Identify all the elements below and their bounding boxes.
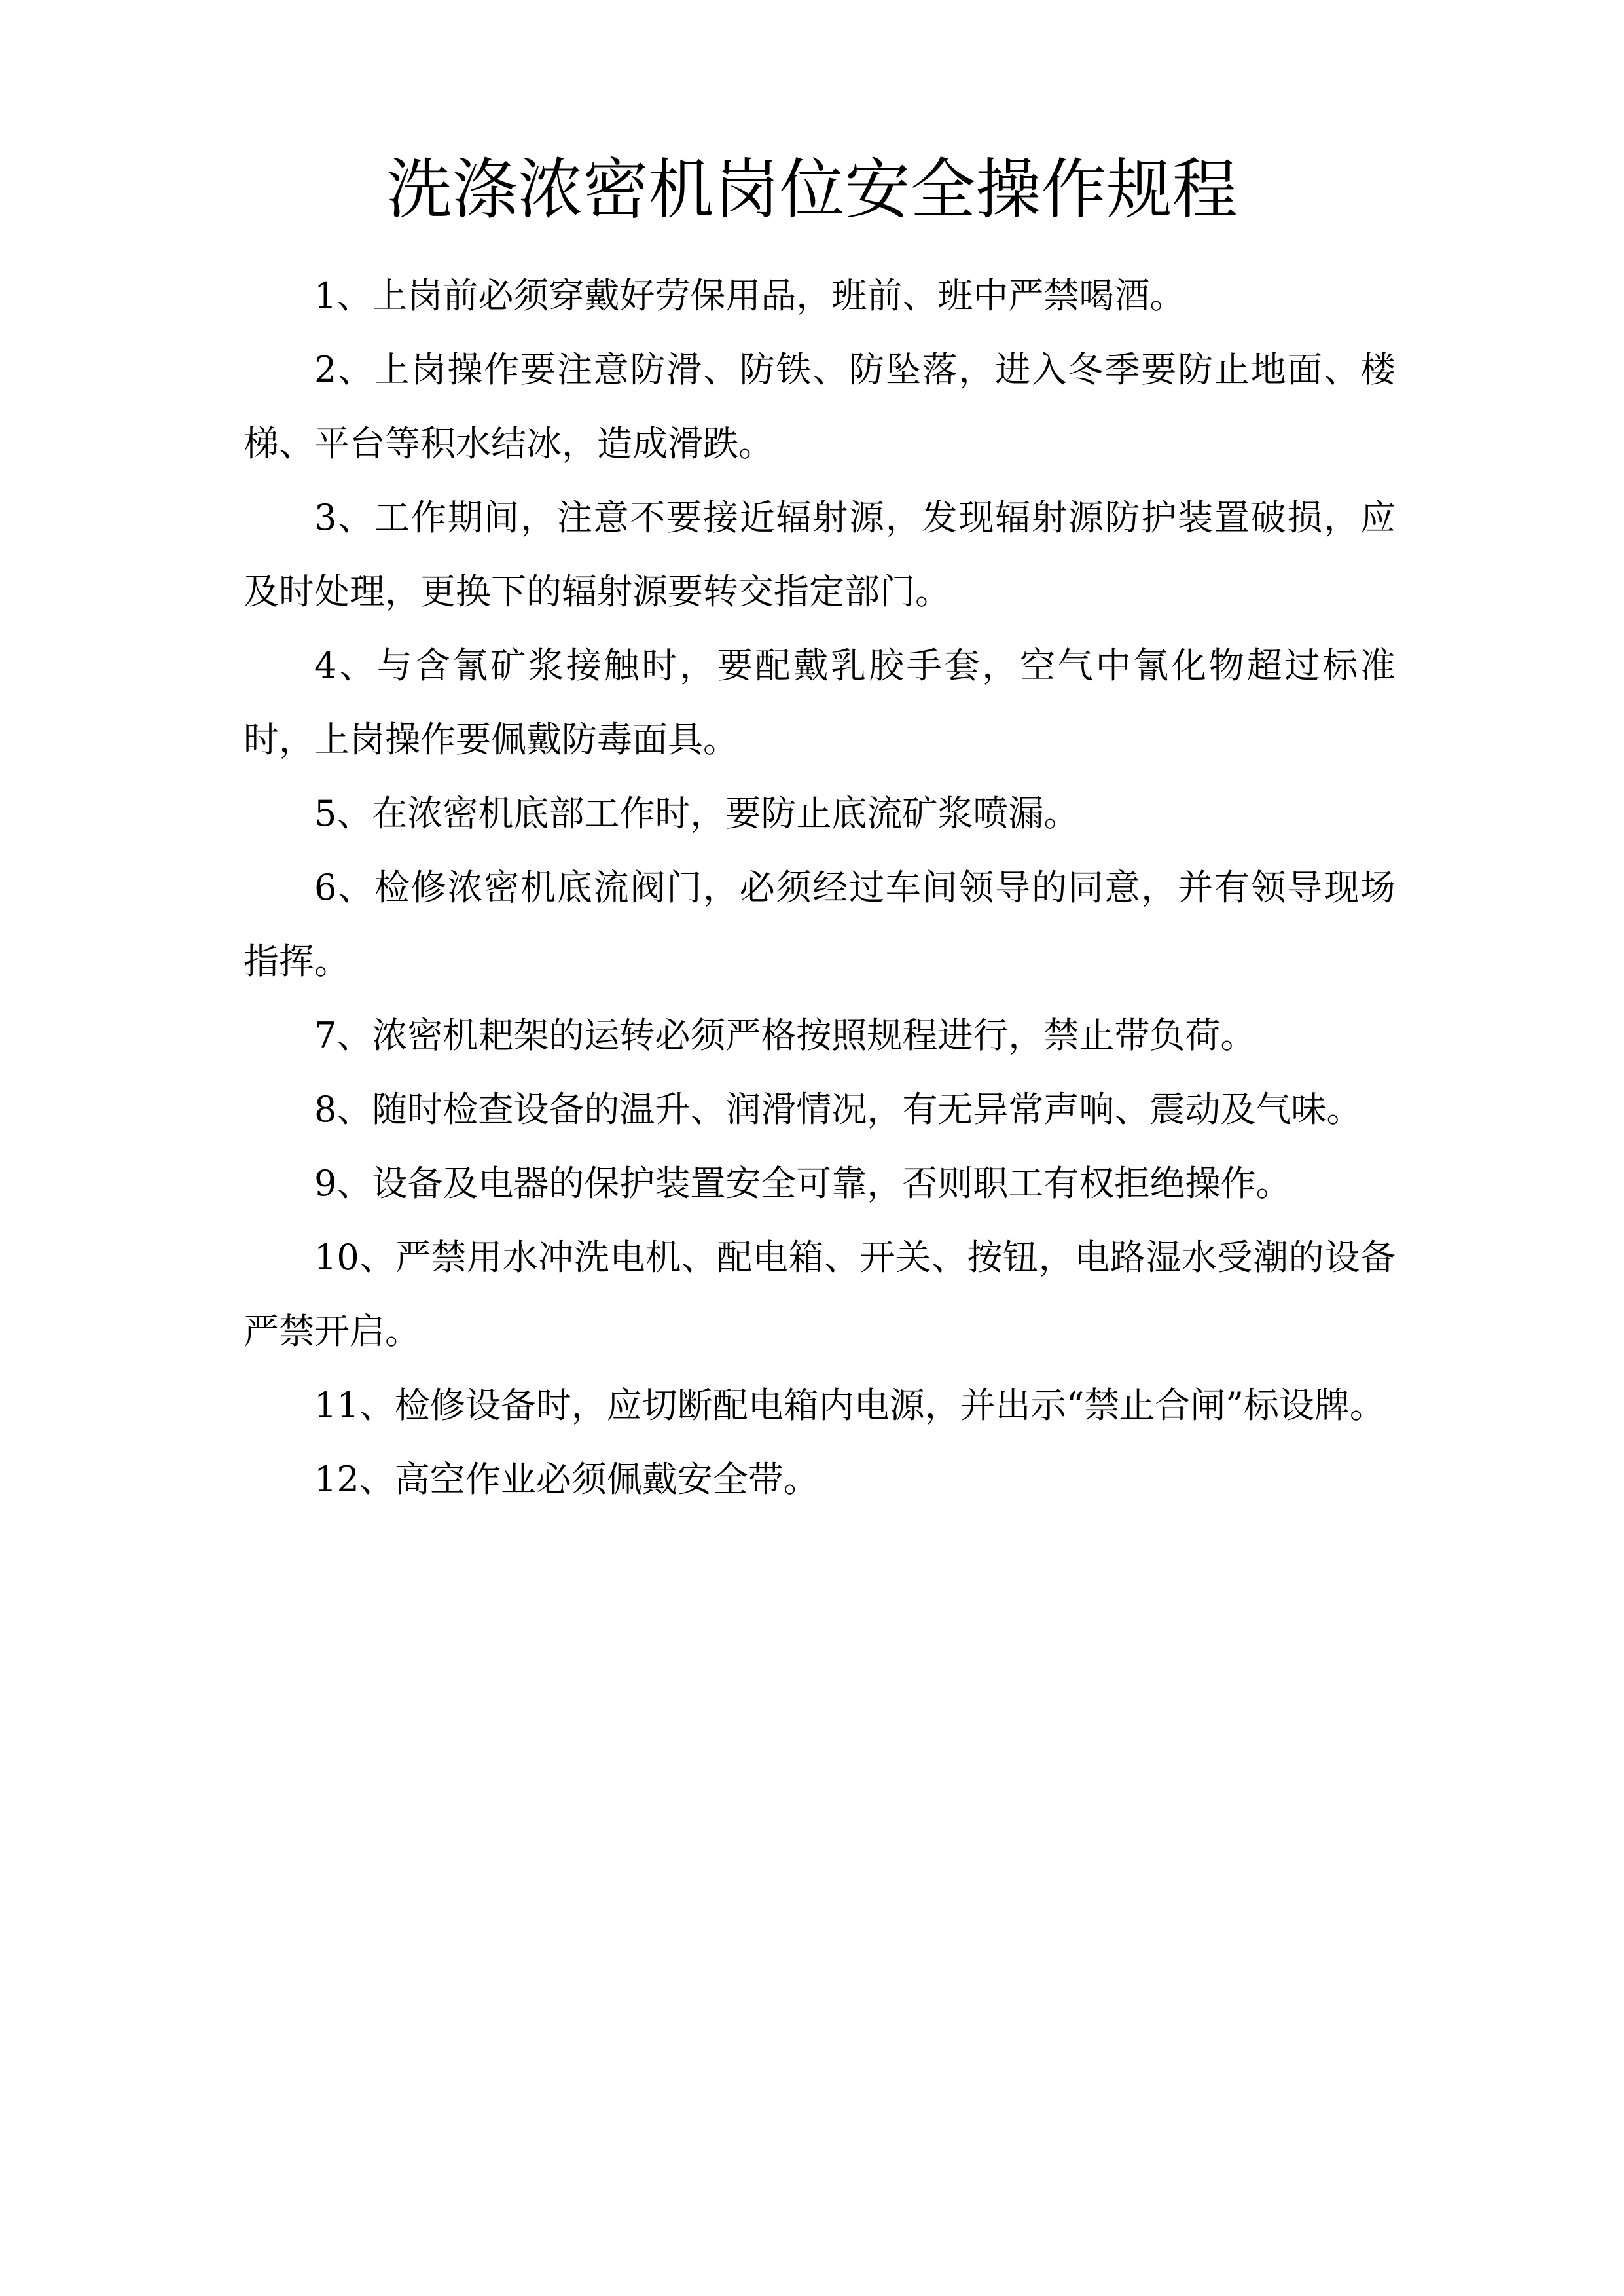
rule-paragraph-4: 4、与含氰矿浆接触时，要配戴乳胶手套，空气中氰化物超过标准时，上岗操作要佩戴防毒面具。 xyxy=(244,645,1396,760)
document-title: 洗涤浓密机岗位安全操作规程 xyxy=(386,151,1238,228)
rule-paragraph-6: 6、检修浓密机底流阀门，必须经过车间领导的同意，并有领导现场指挥。 xyxy=(244,867,1396,982)
rule-paragraph-3: 3、工作期间，注意不要接近辐射源，发现辐射源防护装置破损，应及时处理，更换下的辐射源要转交指定部门。 xyxy=(244,497,1396,612)
rule-paragraph-10: 10、严禁用水冲洗电机、配电箱、开关、按钮，电路湿水受潮的设备严禁开启。 xyxy=(244,1237,1396,1352)
rule-paragraph-8: 8、随时检查设备的温升、润滑情况，有无异常声响、震动及气味。 xyxy=(314,1089,1362,1130)
rule-paragraph-9: 9、设备及电器的保护装置安全可靠，否则职工有权拒绝操作。 xyxy=(314,1163,1291,1204)
document-body xyxy=(244,259,1396,1516)
rule-paragraph-12: 12、高空作业必须佩戴安全带。 xyxy=(314,1459,819,1500)
rule-paragraph-2: 2、上岗操作要注意防滑、防铁、防坠落，进入冬季要防止地面、楼梯、平台等积水结冰，造成滑跌。 xyxy=(244,349,1396,464)
rule-paragraph-11: 11、检修设备时，应切断配电箱内电源，并出示“禁止合闸”标设牌。 xyxy=(314,1385,1385,1426)
rule-paragraph-1: 1、上岗前必须穿戴好劳保用品，班前、班中严禁喝酒。 xyxy=(314,275,1185,316)
rule-paragraph-5: 5、在浓密机底部工作时，要防止底流矿浆喷漏。 xyxy=(314,793,1079,834)
rule-paragraph-7: 7、浓密机耙架的运转必须严格按照规程进行，禁止带负荷。 xyxy=(314,1015,1256,1056)
